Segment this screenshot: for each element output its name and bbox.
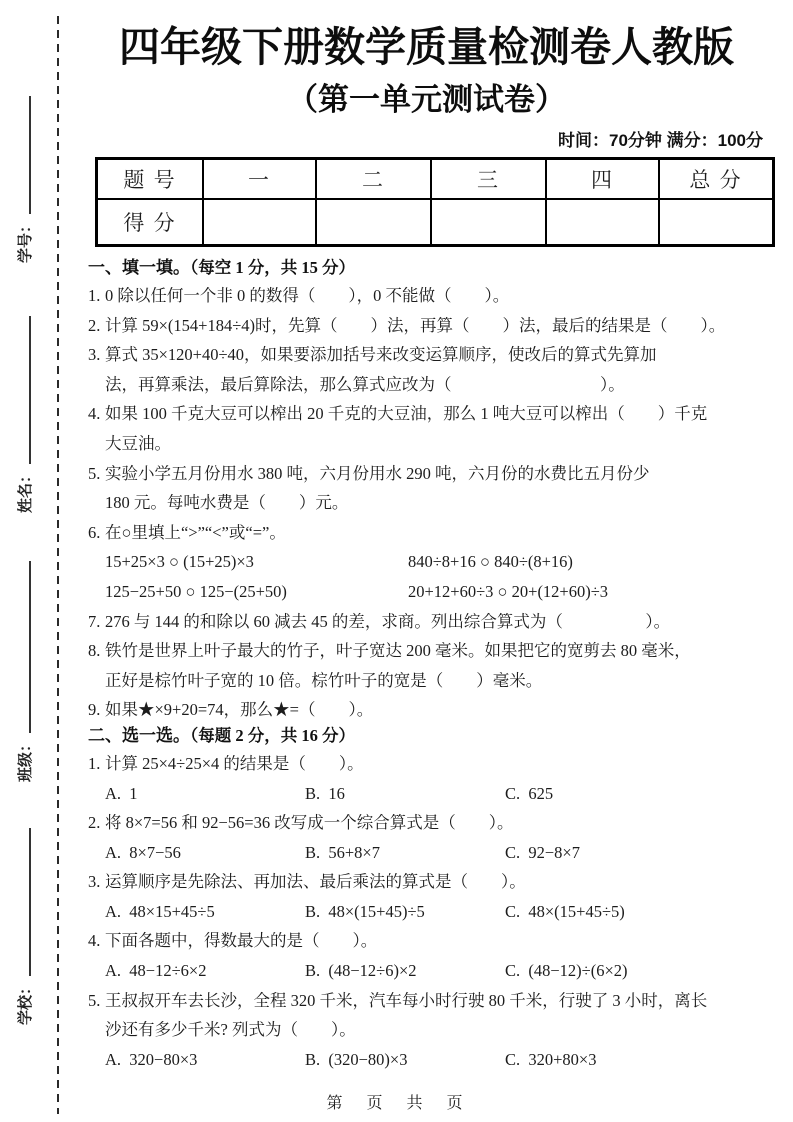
main-content bbox=[88, 0, 765, 1074]
question-line bbox=[88, 636, 765, 666]
sidebar-field-blank-line bbox=[17, 828, 31, 976]
score-cell bbox=[659, 199, 774, 246]
question-number: 5. bbox=[88, 990, 101, 1010]
question-text: 0 除以任何一个非 0 的数得（ ），0 不能做（ ）。 bbox=[105, 286, 510, 305]
score-table-score-row bbox=[97, 199, 774, 246]
question-line bbox=[88, 340, 765, 370]
question-line bbox=[88, 867, 765, 897]
score-cell bbox=[546, 199, 659, 246]
question-number: 2. bbox=[88, 813, 101, 833]
options-row bbox=[88, 897, 765, 927]
question-line bbox=[88, 926, 765, 956]
question-number: 6. bbox=[88, 522, 101, 542]
question-number: 9. bbox=[88, 700, 101, 720]
score-table-header-cell: 总 分 bbox=[659, 159, 774, 200]
option-item: B. 56+8×7 bbox=[305, 842, 380, 862]
question-line bbox=[88, 749, 765, 779]
score-row-label: 得 分 bbox=[97, 199, 204, 246]
option-item: A. 320−80×3 bbox=[105, 1049, 198, 1069]
option-item: A. 1 bbox=[105, 783, 138, 803]
question-sections bbox=[88, 254, 765, 1074]
option-item: A. 48−12÷6×2 bbox=[105, 961, 207, 981]
question-number: 1. bbox=[88, 753, 101, 773]
question-text: 王叔叔开车去长沙，全程 320 千米，汽车每小时行驶 80 千米，行驶了 3 小时，离长 bbox=[105, 990, 708, 1010]
page-title: 四年级下册数学质量检测卷人教版 bbox=[119, 24, 734, 70]
score-table-header-cell: 四 bbox=[546, 159, 659, 200]
option-item: A. 8×7−56 bbox=[105, 842, 181, 862]
question-line bbox=[88, 459, 765, 489]
page-footer: 第 页 共 页 bbox=[326, 1095, 467, 1112]
question-line bbox=[88, 281, 765, 311]
question-line bbox=[88, 1015, 765, 1045]
question-number: 7. bbox=[88, 611, 101, 631]
option-item: C. 320+80×3 bbox=[505, 1049, 597, 1069]
question-text: 276 与 144 的和除以 60 减去 45 的差，求商。列出综合算式为（ ）。 bbox=[105, 611, 671, 631]
question-text: 算式 35×120+40÷40，如果要添加括号来改变运算顺序，使改后的算式先算加 bbox=[105, 345, 657, 365]
question-text: 下面各题中，得数最大的是（ ）。 bbox=[105, 931, 378, 951]
question-text: 铁竹是世界上叶子最大的竹子，叶子宽达 200 毫米。如果把它的宽剪去 80 毫米， bbox=[105, 641, 691, 661]
compare-row bbox=[88, 547, 765, 577]
option-item: A. 48×15+45÷5 bbox=[105, 901, 215, 921]
score-table-header-cell: 三 bbox=[431, 159, 546, 200]
question-text: 沙还有多少千米? 列式为（ ）。 bbox=[105, 1020, 356, 1040]
question-line bbox=[88, 311, 765, 341]
question-number: 8. bbox=[88, 641, 101, 661]
option-item: C. 48×(15+45÷5) bbox=[505, 901, 625, 921]
question-text: 运算顺序是先除法、再加法、最后乘法的算式是（ ）。 bbox=[105, 872, 526, 892]
question-number: 5. bbox=[88, 463, 101, 483]
question-text: 将 8×7=56 和 92−56=36 改写成一个综合算式是（ ）。 bbox=[105, 813, 514, 833]
compare-expression: 125−25+50 ○ 125−(25+50) bbox=[105, 581, 287, 601]
options-row bbox=[88, 838, 765, 868]
question-text: 大豆油。 bbox=[105, 433, 171, 453]
question-text: 计算 59×(154+184÷4)时，先算（ ）法，再算（ ）法，最后的结果是（ ）。 bbox=[105, 315, 726, 335]
option-item: B. 16 bbox=[305, 783, 345, 803]
question-line bbox=[88, 607, 765, 637]
question-number: 2. bbox=[88, 315, 101, 335]
option-item: C. 92−8×7 bbox=[505, 842, 580, 862]
question-number: 3. bbox=[88, 345, 101, 365]
score-cell bbox=[431, 199, 546, 246]
sidebar-field-label: 学校： bbox=[17, 979, 34, 1025]
section-heading-title: 一、填一填。 bbox=[88, 258, 190, 277]
exam-meta: 时间：70分钟 满分：100分 bbox=[558, 131, 763, 150]
compare-expression: 20+12+60÷3 ○ 20+(12+60)÷3 bbox=[408, 581, 609, 601]
question-text: 法，再算乘法，最后算除法，那么算式应改为（ ）。 bbox=[105, 374, 625, 394]
sidebar-field-label: 姓名： bbox=[17, 467, 34, 513]
option-item: C. 625 bbox=[505, 783, 554, 803]
section-heading-note: （每空 1 分，共 15 分） bbox=[190, 258, 355, 277]
section-heading bbox=[88, 254, 765, 281]
score-table bbox=[95, 157, 775, 247]
score-table-header-cell: 二 bbox=[316, 159, 431, 200]
question-line bbox=[88, 695, 765, 725]
score-cell bbox=[316, 199, 431, 246]
question-line bbox=[88, 399, 765, 429]
option-item: B. (320−80)×3 bbox=[305, 1049, 408, 1069]
question-number: 4. bbox=[88, 404, 101, 424]
question-line bbox=[88, 429, 765, 459]
score-table-header-cell: 题 号 bbox=[97, 159, 204, 200]
question-text: 实验小学五月份用水 380 吨，六月份用水 290 吨，六月份的水费比五月份少 bbox=[105, 463, 650, 483]
sidebar-field bbox=[16, 561, 36, 782]
question-text: 180 元。每吨水费是（ ）元。 bbox=[105, 493, 349, 513]
score-table-header-cell: 一 bbox=[203, 159, 316, 200]
question-line bbox=[88, 370, 765, 400]
question-text: 在○里填上“>”“<”或“=”。 bbox=[105, 522, 286, 542]
score-table-header-row bbox=[97, 159, 774, 200]
sidebar-field-blank-line bbox=[17, 561, 31, 733]
question-line bbox=[88, 488, 765, 518]
question-text: 计算 25×4÷25×4 的结果是（ ）。 bbox=[105, 753, 364, 773]
cut-dashed-line bbox=[57, 16, 59, 1114]
option-item: C. (48−12)÷(6×2) bbox=[505, 961, 628, 981]
sidebar-field-label: 班级： bbox=[17, 736, 34, 782]
option-item: B. (48−12÷6)×2 bbox=[305, 961, 417, 981]
sidebar-field bbox=[16, 96, 36, 263]
section bbox=[88, 254, 765, 725]
sidebar-field-blank-line bbox=[17, 316, 31, 464]
question-line bbox=[88, 986, 765, 1016]
section-heading bbox=[88, 722, 765, 749]
score-cell bbox=[203, 199, 316, 246]
sidebar-field-label: 学号： bbox=[17, 217, 34, 263]
options-row bbox=[88, 956, 765, 986]
question-number: 3. bbox=[88, 872, 101, 892]
page-subtitle: （第一单元测试卷） bbox=[287, 82, 566, 117]
compare-row bbox=[88, 577, 765, 607]
option-item: B. 48×(15+45)÷5 bbox=[305, 901, 425, 921]
question-line bbox=[88, 808, 765, 838]
compare-expression: 15+25×3 ○ (15+25)×3 bbox=[105, 552, 254, 572]
sidebar-field bbox=[16, 316, 36, 513]
question-line bbox=[88, 518, 765, 548]
section-heading-note: （每题 2 分，共 16 分） bbox=[190, 725, 355, 745]
question-line bbox=[88, 666, 765, 696]
question-number: 4. bbox=[88, 931, 101, 951]
sidebar-field-blank-line bbox=[17, 96, 31, 214]
question-text: 如果★×9+20=74，那么★=（ ）。 bbox=[105, 700, 374, 720]
sidebar-field bbox=[16, 828, 36, 1025]
section-heading-title: 二、选一选。 bbox=[88, 725, 190, 745]
section bbox=[88, 722, 765, 1075]
compare-expression: 840÷8+16 ○ 840÷(8+16) bbox=[408, 552, 573, 572]
question-text: 正好是棕竹叶子宽的 10 倍。棕竹叶子的宽是（ ）毫米。 bbox=[105, 670, 543, 690]
question-number: 1. bbox=[88, 286, 101, 305]
question-text: 如果 100 千克大豆可以榨出 20 千克的大豆油，那么 1 吨大豆可以榨出（ ）千克 bbox=[105, 404, 708, 424]
options-row bbox=[88, 779, 765, 809]
options-row bbox=[88, 1045, 765, 1075]
